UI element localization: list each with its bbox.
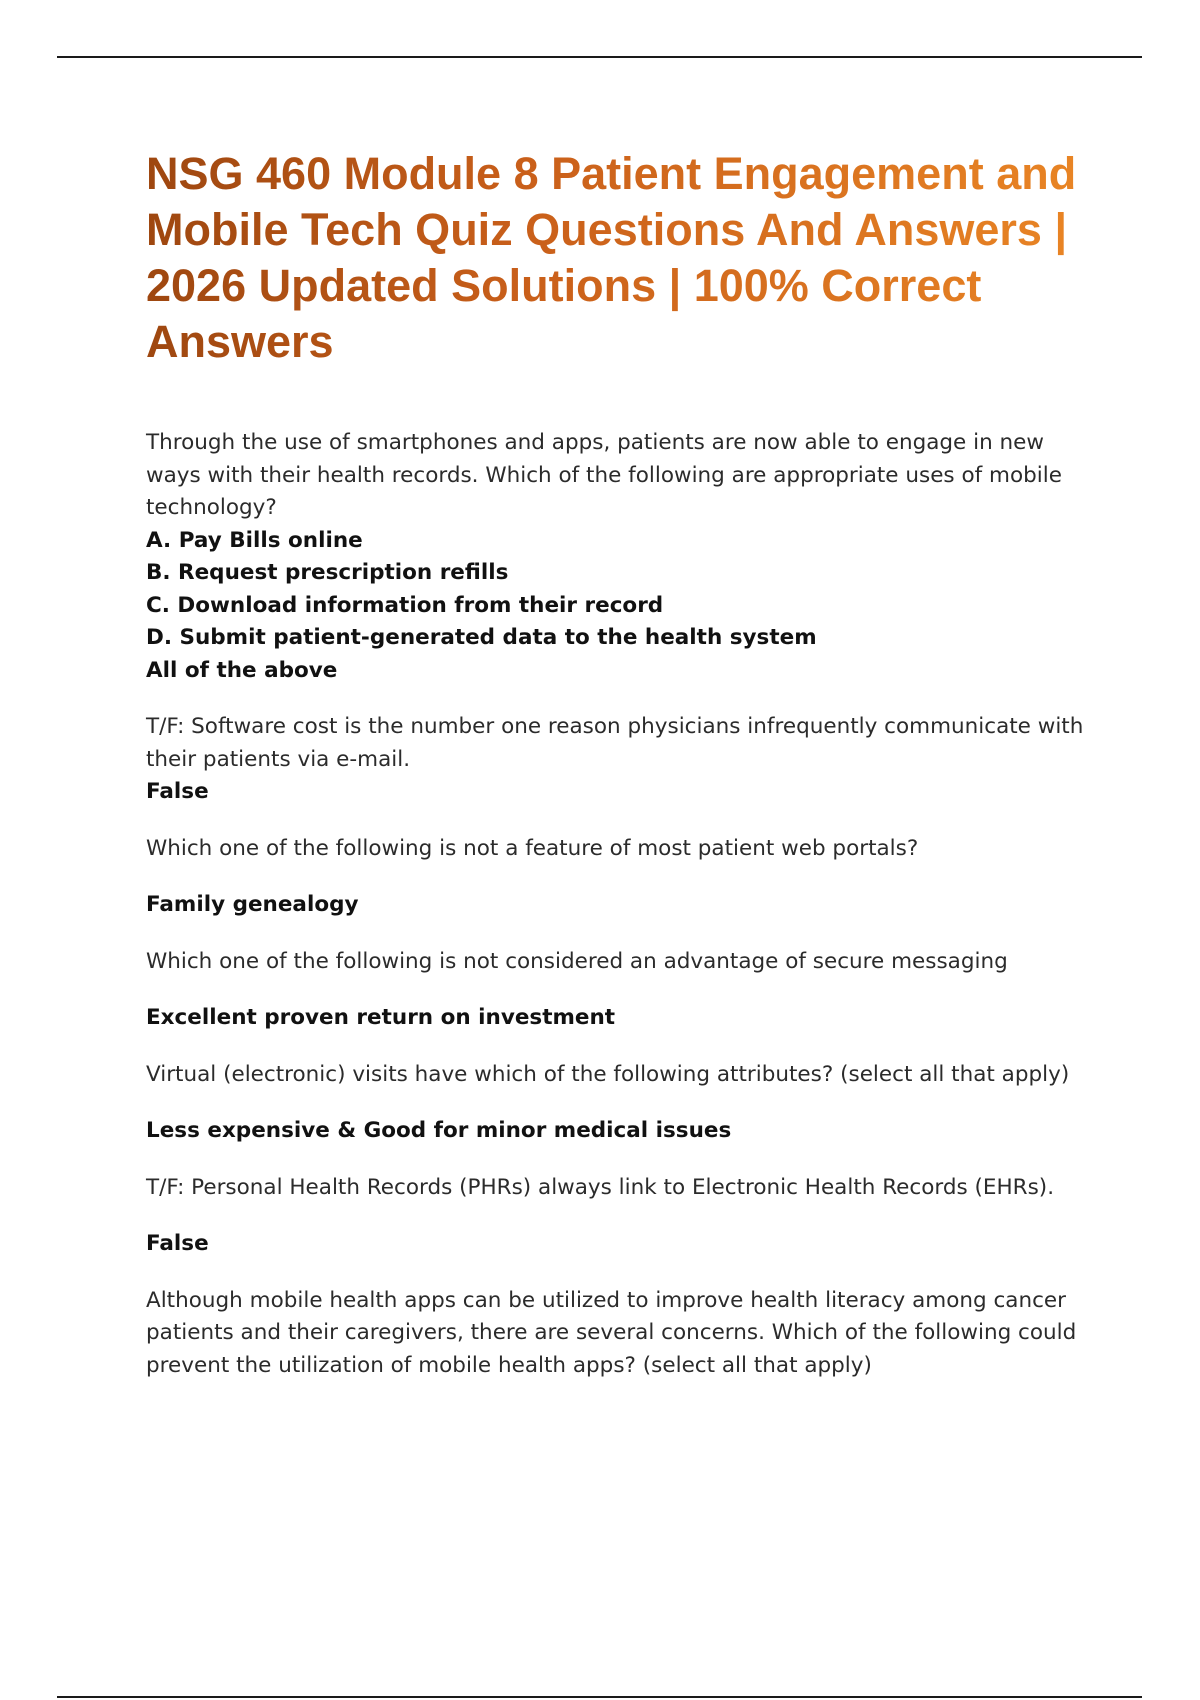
question-4-text: Which one of the following is not considered an advantage of secure messaging xyxy=(146,948,1008,974)
page-content xyxy=(146,146,1086,1382)
question-2-answer: False xyxy=(146,779,209,804)
question-1-option-b: B. Request prescription refills xyxy=(146,560,509,585)
question-5-answer: Less expensive & Good for minor medical issues xyxy=(146,1118,732,1143)
question-6-text: T/F: Personal Health Records (PHRs) always link to Electronic Health Records (EHRs). xyxy=(146,1174,1055,1200)
question-2-text: T/F: Software cost is the number one reason physicians infrequently communicate with their patients via e-mail. xyxy=(146,714,1084,772)
question-1-answer: All of the above xyxy=(146,657,338,683)
question-3-text: Which one of the following is not a feature of most patient web portals? xyxy=(146,835,919,861)
question-3-answer: Family genealogy xyxy=(146,892,359,917)
header-rule xyxy=(57,56,1142,58)
question-1-option-a: A. Pay Bills online xyxy=(146,527,363,553)
question-1-option-c: C. Download information from their record xyxy=(146,592,664,618)
question-7-text: Although mobile health apps can be utilized to improve health literacy among cancer patients and their caregivers, there are several concerns. Which of the following could prevent the utilization of mobile health apps? (select all that apply) xyxy=(146,1287,1077,1378)
question-1-option-d: D. Submit patient-generated data to the health system xyxy=(146,625,817,650)
question-5-text: Virtual (electronic) visits have which of the following attributes? (select all that apply) xyxy=(146,1061,1070,1087)
footer-rule xyxy=(57,1696,1142,1698)
question-6-answer: False xyxy=(146,1231,209,1256)
document-title: NSG 460 Module 8 Patient Engagement and Mobile Tech Quiz Questions And Answers | 2026 Updated Solutions | 100% Correct Answers xyxy=(146,146,1086,370)
question-1-text: Through the use of smartphones and apps, patients are now able to engage in new ways with their health records. Which of the following are appropriate uses of mobile technology? xyxy=(146,430,1062,520)
question-4-answer: Excellent proven return on investment xyxy=(146,1005,616,1030)
